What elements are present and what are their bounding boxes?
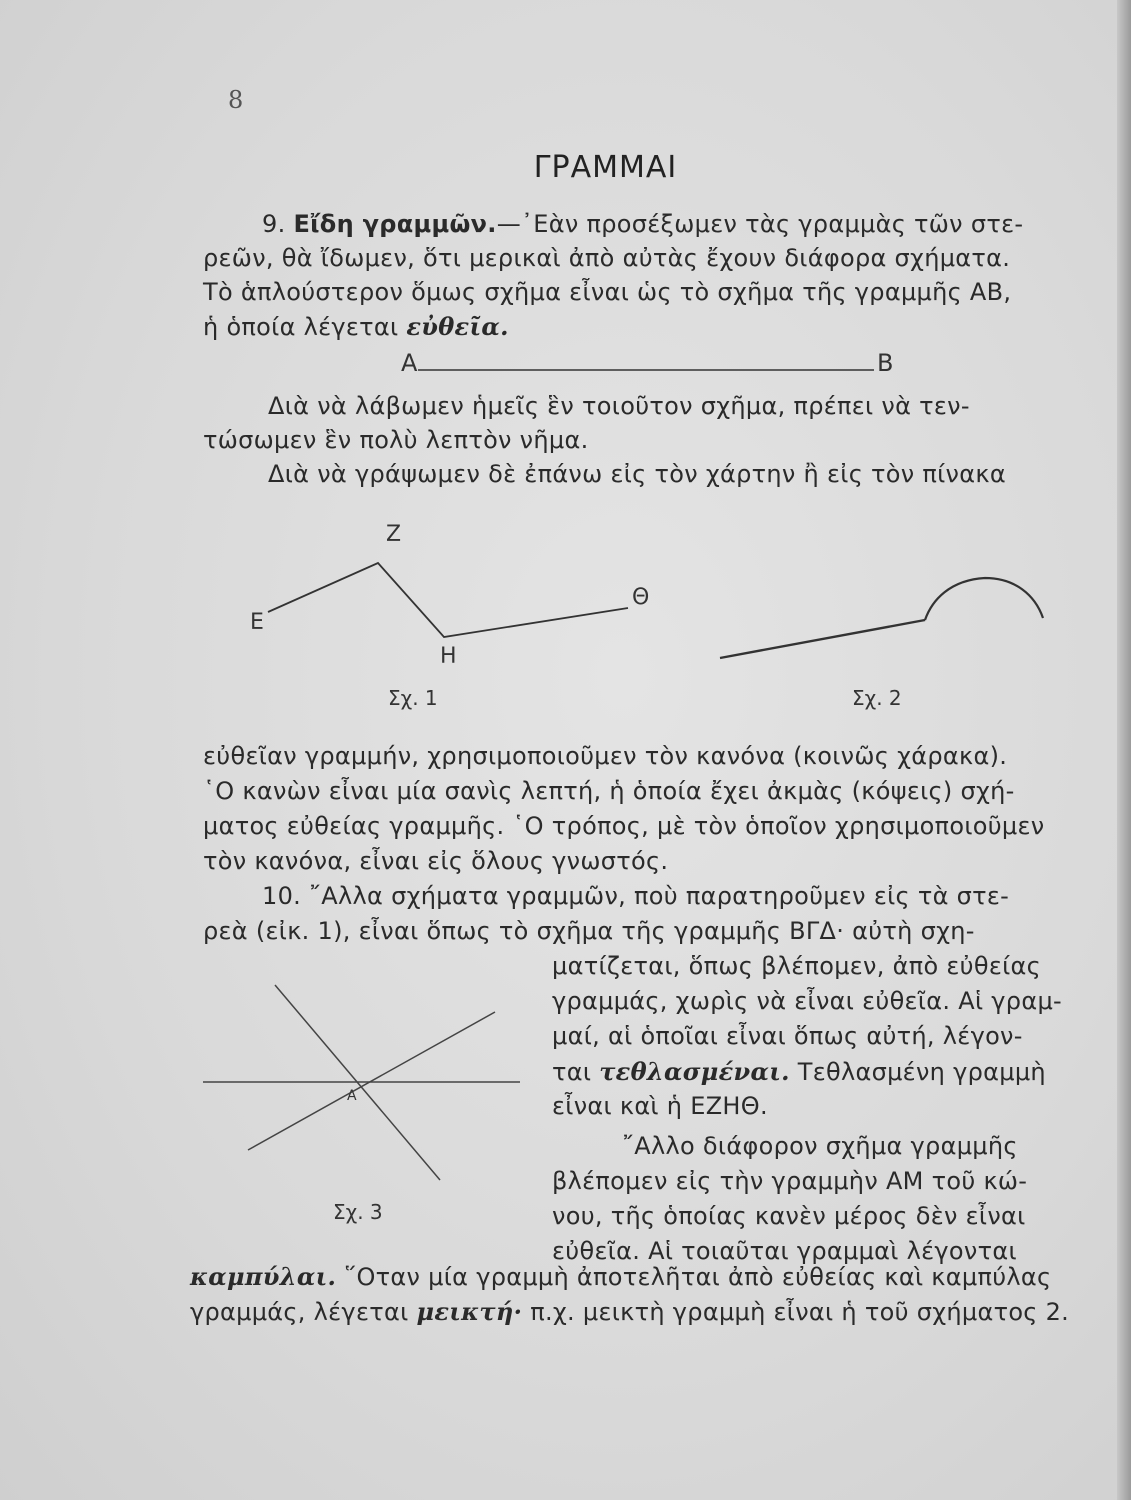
section10-para-line1: ῎Αλλο διάφορον σχῆμα γραμμῆς <box>622 1132 1018 1160</box>
section10-last-line1 <box>190 1262 1051 1291</box>
para3-line3: ματος εὐθείας γραμμῆς. ῾Ο τρόπος, μὲ τὸν ὁποῖον χρησιμοποιοῦμεν <box>203 812 1045 840</box>
section10-last-line2-rest: π.χ. μεικτὴ γραμμὴ εἶναι ἡ τοῦ σχήματος 2. <box>530 1298 1070 1326</box>
para2-line2: τώσωμεν ἓν πολὺ λεπτὸν νῆμα. <box>203 426 589 454</box>
fig1-caption: Σχ. 1 <box>388 686 438 710</box>
para2-line3: Διὰ νὰ γράψωμεν δὲ ἐπάνω εἰς τὸν χάρτην ἢ εἰς τὸν πίνακα <box>268 460 1006 488</box>
term-tethlasmenai: τεθλασμέναι. <box>599 1057 790 1086</box>
section10-line5: μαί, αἱ ὁποῖαι εἶναι ὅπως αὐτή, λέγον- <box>552 1022 1023 1050</box>
mixed-line-curved-part <box>925 578 1043 620</box>
section9-line4-text: ἡ ὁποία λέγεται <box>203 313 399 341</box>
fig1-label-th: Θ <box>632 585 650 610</box>
term-meikti: μεικτή· <box>416 1297 523 1326</box>
section10-last-line2 <box>190 1297 1069 1326</box>
section10-line6 <box>552 1057 1046 1086</box>
line-label-b: Β <box>877 349 894 377</box>
section10-para-line3: νου, τῆς ὁποίας κανὲν μέρος δὲν εἶναι <box>552 1202 1026 1230</box>
section9-heading: Εἴδη γραμμῶν. <box>293 210 497 238</box>
section10-line6-end: Τεθλασμένη γραμμὴ <box>797 1058 1046 1086</box>
para2-line1: Διὰ νὰ λάβωμεν ἡμεῖς ἓν τοιοῦτον σχῆμα, πρέπει νὰ τεν- <box>268 392 970 420</box>
page-number: 8 <box>228 86 244 114</box>
para3-line1: εὐθεῖαν γραμμήν, χρησιμοποιοῦμεν τὸν κανόνα (κοινῶς χάρακα). <box>203 742 1008 770</box>
page-title: ΓΡΑΜΜΑΙ <box>533 150 678 185</box>
fig3-caption: Σχ. 3 <box>333 1200 383 1224</box>
section10-last-line2-start: γραμμάς, λέγεται <box>190 1298 409 1326</box>
section10-line4: γραμμάς, χωρὶς νὰ εἶναι εὐθεῖα. Αἱ γραμ- <box>552 987 1062 1015</box>
broken-line-ezhth <box>268 563 628 637</box>
fig3-diagonal-line-2 <box>248 1012 495 1150</box>
section10-para-line2: βλέπομεν εἰς τὴν γραμμὴν ΑΜ τοῦ κώ- <box>552 1167 1028 1195</box>
section10-para-line4: εὐθεῖα. Αἱ τοιαῦται γραμμαὶ λέγονται <box>552 1237 1017 1265</box>
term-eutheia: εὐθεῖα. <box>406 312 509 341</box>
section10-line2: ρεὰ (εἰκ. 1), εἶναι ὅπως τὸ σχῆμα τῆς γραμμῆς ΒΓΔ· αὐτὴ σχη- <box>203 917 975 945</box>
section10-line6-start: ται <box>552 1058 592 1086</box>
fig1-label-h: Η <box>440 644 457 669</box>
section10-line1: 10. ῎Αλλα σχήματα γραμμῶν, ποὺ παρατηροῦμεν εἰς τὰ στε- <box>262 882 1010 910</box>
fig1-label-z: Ζ <box>386 522 402 547</box>
para3-line2: ῾Ο κανὼν εἶναι μία σανὶς λεπτή, ἡ ὁποία ἔχει ἀκμὰς (κόψεις) σχή- <box>203 777 1015 805</box>
section9-line1-text: —᾿Εὰν προσέξωμεν τὰς γραμμὰς τῶν στε- <box>496 210 1024 238</box>
section9-line3: Τὸ ἁπλούστερον ὅμως σχῆμα εἶναι ὡς τὸ σχῆμα τῆς γραμμῆς ΑΒ, <box>203 278 1012 306</box>
section9-line2: ρεῶν, θὰ ἴδωμεν, ὅτι μερικαὶ ἀπὸ αὐτὰς ἔχουν διάφορα σχήματα. <box>203 244 1011 272</box>
fig3-label-a: Α <box>347 1088 357 1104</box>
para3-line4: τὸν κανόνα, εἶναι εἰς ὅλους γνωστός. <box>203 847 669 875</box>
fig2-caption: Σχ. 2 <box>852 686 902 710</box>
term-kampylai: καμπύλαι. <box>190 1262 337 1291</box>
section9-number: 9. <box>262 210 286 238</box>
fig1-label-e: Ε <box>250 610 264 635</box>
section10-last-line1-text: ῞Οταν μία γραμμὴ ἀποτελῆται ἀπὸ εὐθείας καὶ καμπύλας <box>344 1263 1052 1291</box>
section10-line3: ματίζεται, ὅπως βλέπομεν, ἀπὸ εὐθείας <box>552 952 1042 980</box>
section10-line7: εἶναι καὶ ἡ ΕΖΗΘ. <box>552 1092 768 1120</box>
line-label-a: Α <box>401 349 418 377</box>
mixed-line-straight-part <box>720 620 925 658</box>
